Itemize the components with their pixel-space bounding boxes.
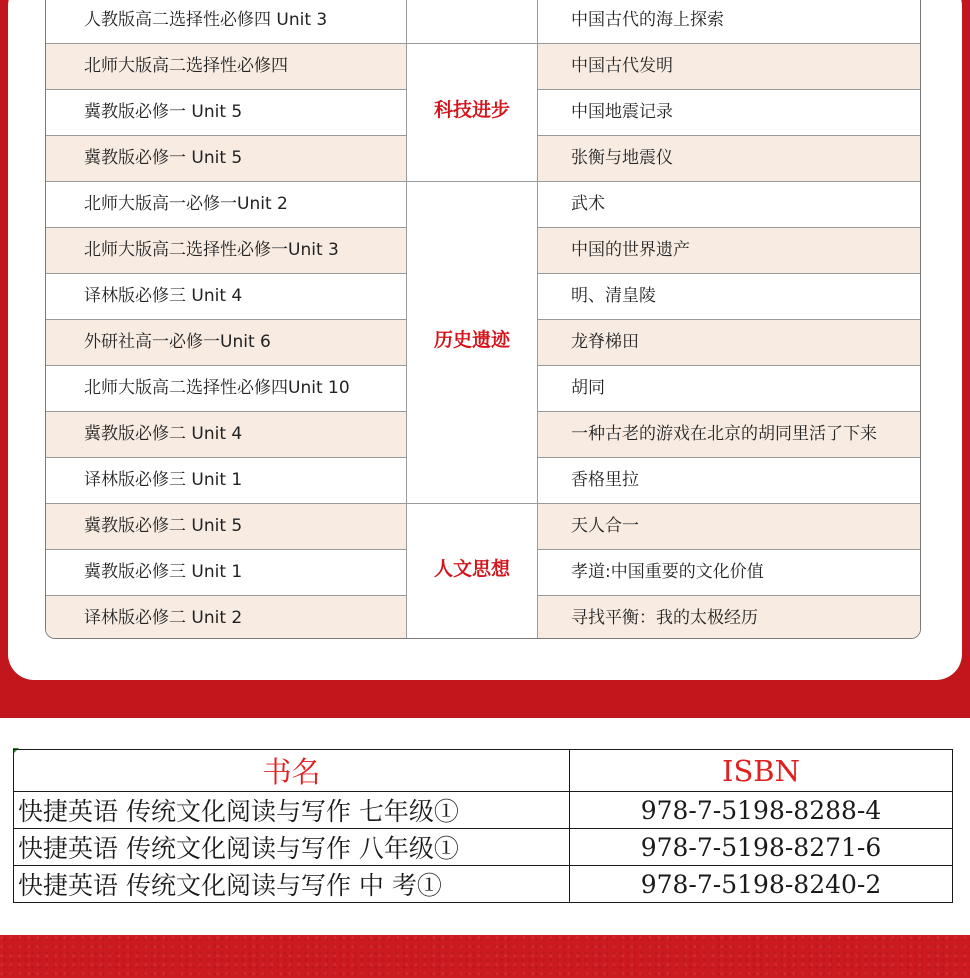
red-footer-band (0, 935, 970, 978)
isbn-table (13, 749, 953, 903)
textbook-unit-cell: 北师大版高二选择性必修四 (84, 56, 288, 76)
article-title-cell: 中国古代发明 (571, 56, 673, 76)
isbn-header-row (14, 750, 953, 792)
isbn-row (14, 829, 953, 866)
article-title-cell: 香格里拉 (571, 470, 639, 490)
textbook-unit-cell: 译林版必修三 Unit 4 (84, 286, 243, 306)
article-title-cell: 龙脊梯田 (571, 332, 639, 352)
category-cell-empty (406, 0, 538, 44)
article-title-cell: 中国地震记录 (571, 102, 673, 122)
article-title-cell: 武术 (571, 194, 605, 214)
article-title-cell: 一种古老的游戏在北京的胡同里活了下来 (571, 424, 877, 444)
isbn-header: ISBN (570, 750, 953, 792)
category-cell (406, 182, 538, 504)
textbook-unit-cell: 译林版必修二 Unit 2 (84, 608, 243, 628)
category-label: 历史遗迹 (433, 329, 510, 351)
textbook-unit-cell: 外研社高一必修一Unit 6 (84, 332, 271, 352)
textbook-unit-cell: 译林版必修三 Unit 1 (84, 470, 243, 490)
culture-topic-table (45, 0, 921, 639)
article-title-cell: 中国古代的海上探索 (571, 10, 724, 30)
article-title-cell: 天人合一 (571, 516, 639, 536)
book-name-cell: 快捷英语 传统文化阅读与写作 中 考① (14, 866, 570, 903)
article-title-cell: 胡同 (571, 378, 605, 398)
textbook-unit-cell: 北师大版高一必修一Unit 2 (84, 194, 288, 214)
article-title-cell: 孝道:中国重要的文化价值 (571, 562, 764, 582)
textbook-unit-cell: 冀教版必修一 Unit 5 (84, 102, 243, 122)
book-name-cell: 快捷英语 传统文化阅读与写作 七年级① (14, 792, 570, 829)
book-name-header: 书名 (14, 750, 570, 792)
category-label: 科技进步 (433, 99, 510, 121)
isbn-cell: 978-7-5198-8288-4 (570, 792, 953, 829)
isbn-row (14, 792, 953, 829)
article-title-cell: 张衡与地震仪 (571, 148, 673, 168)
textbook-unit-cell: 冀教版必修一 Unit 5 (84, 148, 243, 168)
textbook-unit-cell: 北师大版高二选择性必修一Unit 3 (84, 240, 339, 260)
isbn-row (14, 866, 953, 903)
isbn-cell: 978-7-5198-8240-2 (570, 866, 953, 903)
book-name-cell: 快捷英语 传统文化阅读与写作 八年级① (14, 829, 570, 866)
category-cell (406, 504, 538, 639)
textbook-unit-cell: 冀教版必修三 Unit 1 (84, 562, 243, 582)
isbn-cell: 978-7-5198-8271-6 (570, 829, 953, 866)
textbook-unit-cell: 冀教版必修二 Unit 5 (84, 516, 243, 536)
textbook-unit-cell: 人教版高二选择性必修四 Unit 3 (84, 10, 328, 30)
article-title-cell: 中国的世界遗产 (571, 240, 690, 260)
article-title-cell: 寻找平衡：我的太极经历 (571, 608, 758, 628)
category-cell (406, 44, 538, 182)
textbook-unit-cell: 北师大版高二选择性必修四Unit 10 (84, 378, 350, 398)
category-label: 人文思想 (433, 558, 510, 580)
article-title-cell: 明、清皇陵 (571, 286, 656, 306)
textbook-unit-cell: 冀教版必修二 Unit 4 (84, 424, 243, 444)
